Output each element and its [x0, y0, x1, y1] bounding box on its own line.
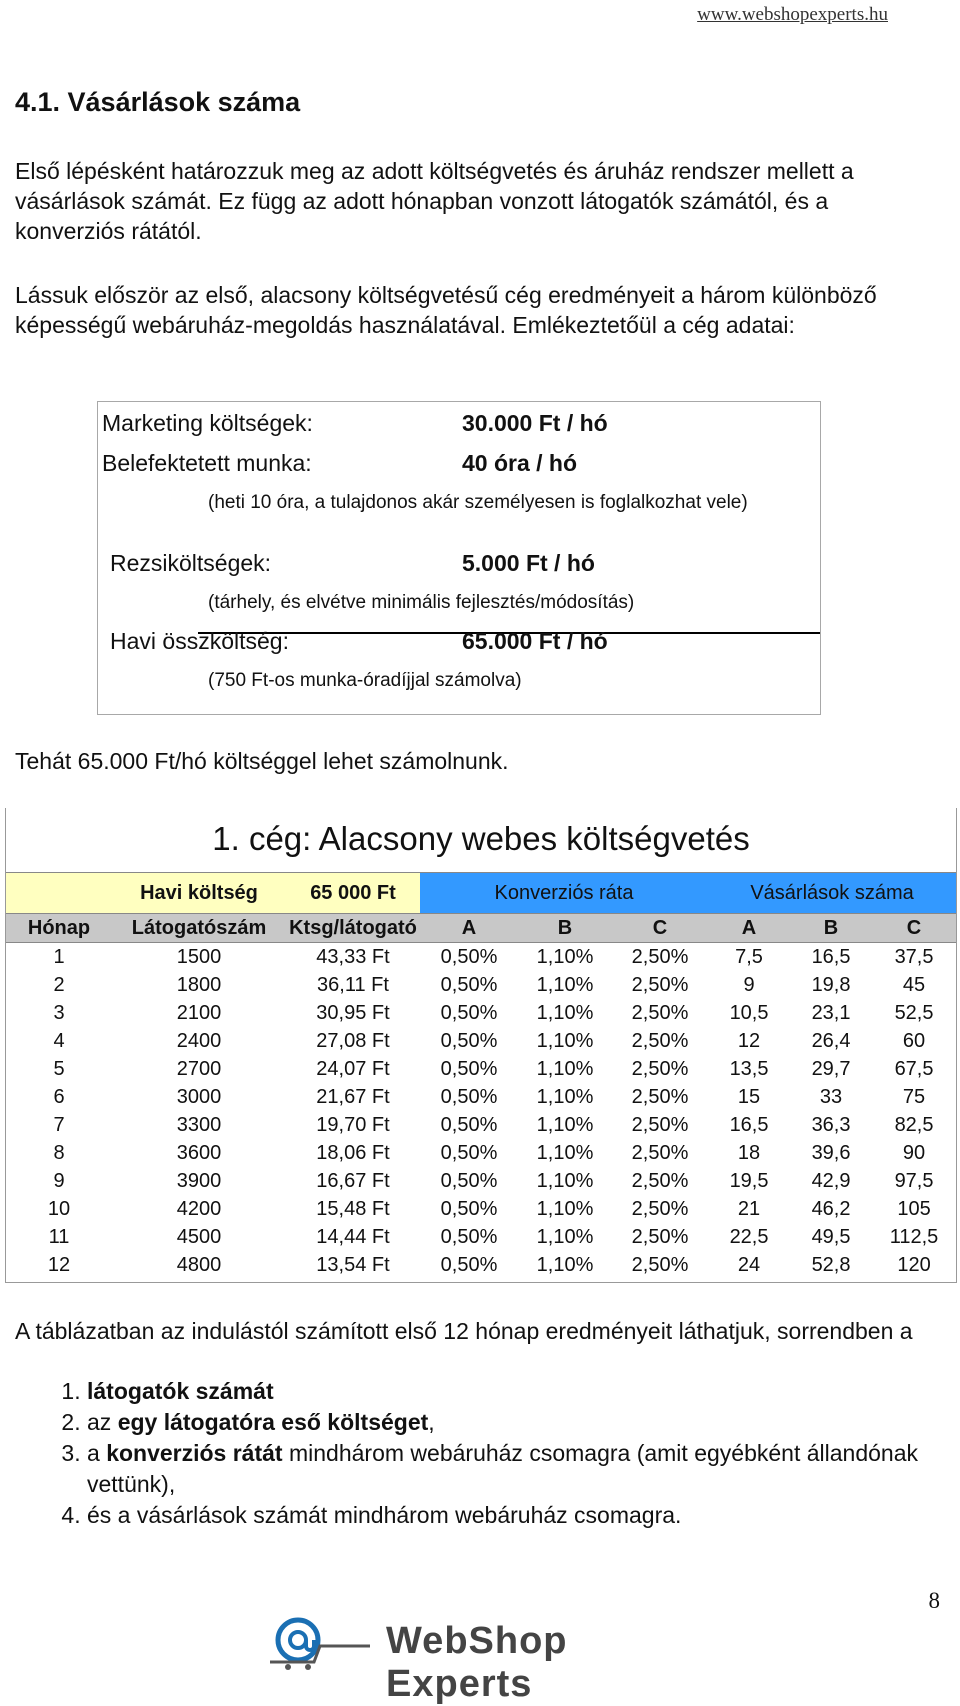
table-cell: 1,10%: [536, 1169, 594, 1192]
list-item: 4. és a vásárlások számát mindhárom webáruház csomagra.: [87, 1500, 960, 1531]
table-cell: 14,44 Ft: [316, 1225, 390, 1248]
monthly-cost-value: 65 000 Ft: [286, 873, 420, 914]
table-cell: 33: [819, 1085, 843, 1108]
table-cell: 3900: [176, 1169, 222, 1192]
table-cell: 0,50%: [440, 1169, 498, 1192]
table-cell: 1,10%: [536, 1197, 594, 1220]
table-body: [6, 943, 956, 1280]
column-header: A: [708, 914, 790, 943]
company-intro-paragraph: Lássuk először az első, alacsony költségvetésű cég eredményeit a három különböző képességű webáruház-megoldás használatával. Emlékeztetőül a cég adatai:: [15, 282, 877, 338]
table-row: [6, 943, 956, 972]
table-cell: 2,50%: [631, 1029, 689, 1052]
table-cell: 12: [737, 1029, 761, 1052]
table-row: [6, 1251, 956, 1279]
column-header: Hónap: [6, 914, 112, 943]
table-cell: 2,50%: [631, 1253, 689, 1276]
table-cell: 97,5: [894, 1169, 934, 1192]
table-cell: 11: [48, 1225, 70, 1248]
table-cell: 1,10%: [536, 1001, 594, 1024]
table-cell: 18: [737, 1141, 761, 1164]
table-cell: 1,10%: [536, 1113, 594, 1136]
table-cell: 1,10%: [536, 945, 594, 968]
table-cell: 0,50%: [440, 1141, 498, 1164]
table-cell: 12: [47, 1253, 71, 1276]
table-cell: 0,50%: [440, 1085, 498, 1108]
table-cell: 90: [902, 1141, 926, 1164]
table-cell: 10,5: [729, 1001, 769, 1024]
table-cell: 13,5: [729, 1057, 769, 1080]
total-label: Havi összköltség:: [110, 628, 289, 654]
table-cell: 36,3: [811, 1113, 851, 1136]
table-cell: 1500: [176, 945, 222, 968]
table-cell: 43,33 Ft: [316, 945, 390, 968]
purchases-table: [6, 872, 956, 1279]
table-cell: 75: [902, 1085, 926, 1108]
table-cell: 15: [737, 1085, 761, 1108]
summary-list: [45, 1376, 960, 1531]
table-column-headers: [6, 914, 956, 943]
table-cell: 67,5: [894, 1057, 934, 1080]
table-cell: 4200: [176, 1197, 222, 1220]
page-number: 8: [928, 1588, 940, 1613]
table-cell: 2,50%: [631, 945, 689, 968]
table-cell: 18,06 Ft: [316, 1141, 390, 1164]
table-cell: 60: [902, 1029, 926, 1052]
table-cell: 0,50%: [440, 1225, 498, 1248]
table-row: [6, 1139, 956, 1167]
table-cell: 4500: [176, 1225, 222, 1248]
column-header: B: [518, 914, 612, 943]
table-row: [6, 1195, 956, 1223]
purchases-table-frame: [5, 808, 957, 1283]
table-cell: 2,50%: [631, 1057, 689, 1080]
table-row: [6, 971, 956, 999]
table-cell: 27,08 Ft: [316, 1029, 390, 1052]
table-cell: 19,5: [729, 1169, 769, 1192]
table-cell: 39,6: [811, 1141, 851, 1164]
table-cell: 2: [53, 973, 65, 996]
table-cell: 16,67 Ft: [316, 1169, 390, 1192]
work-label: Belefektetett munka:: [102, 450, 312, 476]
list-item: 1. látogatók számát: [87, 1376, 960, 1407]
table-cell: 24,07 Ft: [316, 1057, 390, 1080]
table-cell: 0,50%: [440, 1113, 498, 1136]
total-value: 65.000 Ft / hó: [462, 628, 608, 654]
summary-intro: A táblázatban az indulástól számított első 12 hónap eredményeit láthatjuk, sorrendben a: [15, 1318, 913, 1344]
table-cell: 2,50%: [631, 973, 689, 996]
column-header: Ktsg/látogató: [286, 914, 420, 943]
list-item: 2. az egy látogatóra eső költséget,: [87, 1407, 960, 1438]
table-cell: 2,50%: [631, 1197, 689, 1220]
marketing-label: Marketing költségek:: [102, 410, 313, 436]
table-cell: 0,50%: [440, 973, 498, 996]
table-row: [6, 1027, 956, 1055]
table-cell: 2700: [176, 1057, 222, 1080]
table-cell: 4: [53, 1029, 65, 1052]
table-cell: 7: [53, 1113, 65, 1136]
table-cell: 2,50%: [631, 1169, 689, 1192]
table-cell: 37,5: [894, 945, 934, 968]
list-item: 3. a konverziós rátát mindhárom webáruház csomagra (amit egyébként állandónak vettünk),: [87, 1438, 960, 1500]
header-url[interactable]: www.webshopexperts.hu: [697, 4, 888, 25]
table-cell: 52,8: [811, 1253, 851, 1276]
table-header-top: [6, 873, 956, 914]
table-cell: 52,5: [894, 1001, 934, 1024]
table-cell: 9: [53, 1169, 65, 1192]
table-cell: 2100: [176, 1001, 222, 1024]
table-title: 1. cég: Alacsony webes költségvetés: [212, 820, 750, 857]
table-cell: 2,50%: [631, 1001, 689, 1024]
logo-text: WebShop Experts: [386, 1620, 568, 1705]
table-cell: 2,50%: [631, 1085, 689, 1108]
work-value: 40 óra / hó: [462, 450, 578, 476]
work-note: (heti 10 óra, a tulajdonos akár személyesen is foglalkozhat vele): [208, 492, 748, 513]
table-cell: 1,10%: [536, 1085, 594, 1108]
table-cell: 21,67 Ft: [316, 1085, 390, 1108]
table-cell: 26,4: [811, 1029, 851, 1052]
intro-paragraph: Első lépésként határozzuk meg az adott költségvetés és áruház rendszer mellett a vásárlások számát. Ez függ az adott hónapban vonzott látogatók számától, és a konverziós rátától.: [15, 158, 854, 244]
webshop-experts-logo: [268, 1614, 698, 1705]
table-cell: 16,5: [729, 1113, 769, 1136]
table-row: [6, 1055, 956, 1083]
table-cell: 24: [737, 1253, 761, 1276]
table-cell: 1,10%: [536, 1057, 594, 1080]
table-cell: 1,10%: [536, 1029, 594, 1052]
table-cell: 2,50%: [631, 1225, 689, 1248]
table-cell: 112,5: [889, 1225, 939, 1248]
table-row: [6, 1223, 956, 1251]
table-cell: 29,7: [811, 1057, 851, 1080]
table-cell: 49,5: [811, 1225, 851, 1248]
table-cell: 16,5: [811, 945, 851, 968]
table-cell: 82,5: [894, 1113, 934, 1136]
table-cell: 13,54 Ft: [316, 1253, 390, 1276]
column-header: C: [612, 914, 708, 943]
column-header: B: [790, 914, 872, 943]
table-cell: 9: [743, 973, 755, 996]
table-cell: 4800: [176, 1253, 222, 1276]
table-cell: 8: [53, 1141, 65, 1164]
table-cell: 0,50%: [440, 1197, 498, 1220]
table-cell: 0,50%: [440, 945, 498, 968]
monthly-cost-label: Havi költség: [112, 873, 286, 914]
table-cell: 30,95 Ft: [316, 1001, 390, 1024]
column-header: A: [420, 914, 518, 943]
table-cell: 42,9: [811, 1169, 851, 1192]
overhead-label: Rezsiköltségek:: [110, 550, 272, 576]
table-row: [6, 1167, 956, 1195]
column-header: Látogatószám: [112, 914, 286, 943]
table-cell: 2,50%: [631, 1141, 689, 1164]
table-cell: 1,10%: [536, 973, 594, 996]
marketing-value: 30.000 Ft / hó: [462, 410, 608, 436]
table-cell: 0,50%: [440, 1029, 498, 1052]
table-cell: 0,50%: [440, 1001, 498, 1024]
section-title: 4.1. Vásárlások száma: [15, 87, 301, 117]
table-cell: 105: [897, 1197, 931, 1220]
table-cell: 1,10%: [536, 1253, 594, 1276]
column-header: C: [872, 914, 956, 943]
table-cell: 3300: [176, 1113, 222, 1136]
table-cell: 1,10%: [536, 1141, 594, 1164]
total-note: (750 Ft-os munka-óradíjjal számolva): [208, 670, 522, 691]
table-cell: 3000: [176, 1085, 222, 1108]
table-cell: 46,2: [811, 1197, 851, 1220]
table-cell: 0,50%: [440, 1253, 498, 1276]
table-cell: 1,10%: [536, 1225, 594, 1248]
table-cell: 5: [53, 1057, 65, 1080]
table-cell: 3: [53, 1001, 65, 1024]
table-cell: 2400: [176, 1029, 222, 1052]
table-cell: 6: [53, 1085, 65, 1108]
table-row: [6, 1111, 956, 1139]
table-cell: 1800: [176, 973, 222, 996]
overhead-note: (tárhely, és elvétve minimális fejlesztés/módosítás): [208, 592, 635, 613]
table-cell: 19,70 Ft: [316, 1113, 390, 1136]
conclusion-text: Tehát 65.000 Ft/hó költséggel lehet számolnunk.: [15, 748, 509, 774]
table-cell: 22,5: [729, 1225, 769, 1248]
logo-at-icon: [268, 1614, 378, 1670]
table-cell: 2,50%: [631, 1113, 689, 1136]
company-data-box: [97, 401, 821, 715]
table-cell: 19,8: [811, 973, 851, 996]
table-cell: 0,50%: [440, 1057, 498, 1080]
table-cell: 120: [897, 1253, 931, 1276]
table-cell: 15,48 Ft: [316, 1197, 390, 1220]
table-cell: 7,5: [735, 945, 763, 968]
table-cell: 10: [47, 1197, 71, 1220]
table-cell: 23,1: [811, 1001, 851, 1024]
table-row: [6, 999, 956, 1027]
table-cell: 36,11 Ft: [317, 973, 389, 996]
overhead-value: 5.000 Ft / hó: [462, 550, 595, 576]
table-cell: 3600: [176, 1141, 222, 1164]
table-cell: 21: [737, 1197, 761, 1220]
conversion-rate-header: Konverziós ráta: [420, 873, 708, 914]
table-cell: 1: [53, 945, 65, 968]
table-cell: 45: [902, 973, 926, 996]
table-row: [6, 1083, 956, 1111]
purchases-header: Vásárlások száma: [708, 873, 956, 914]
